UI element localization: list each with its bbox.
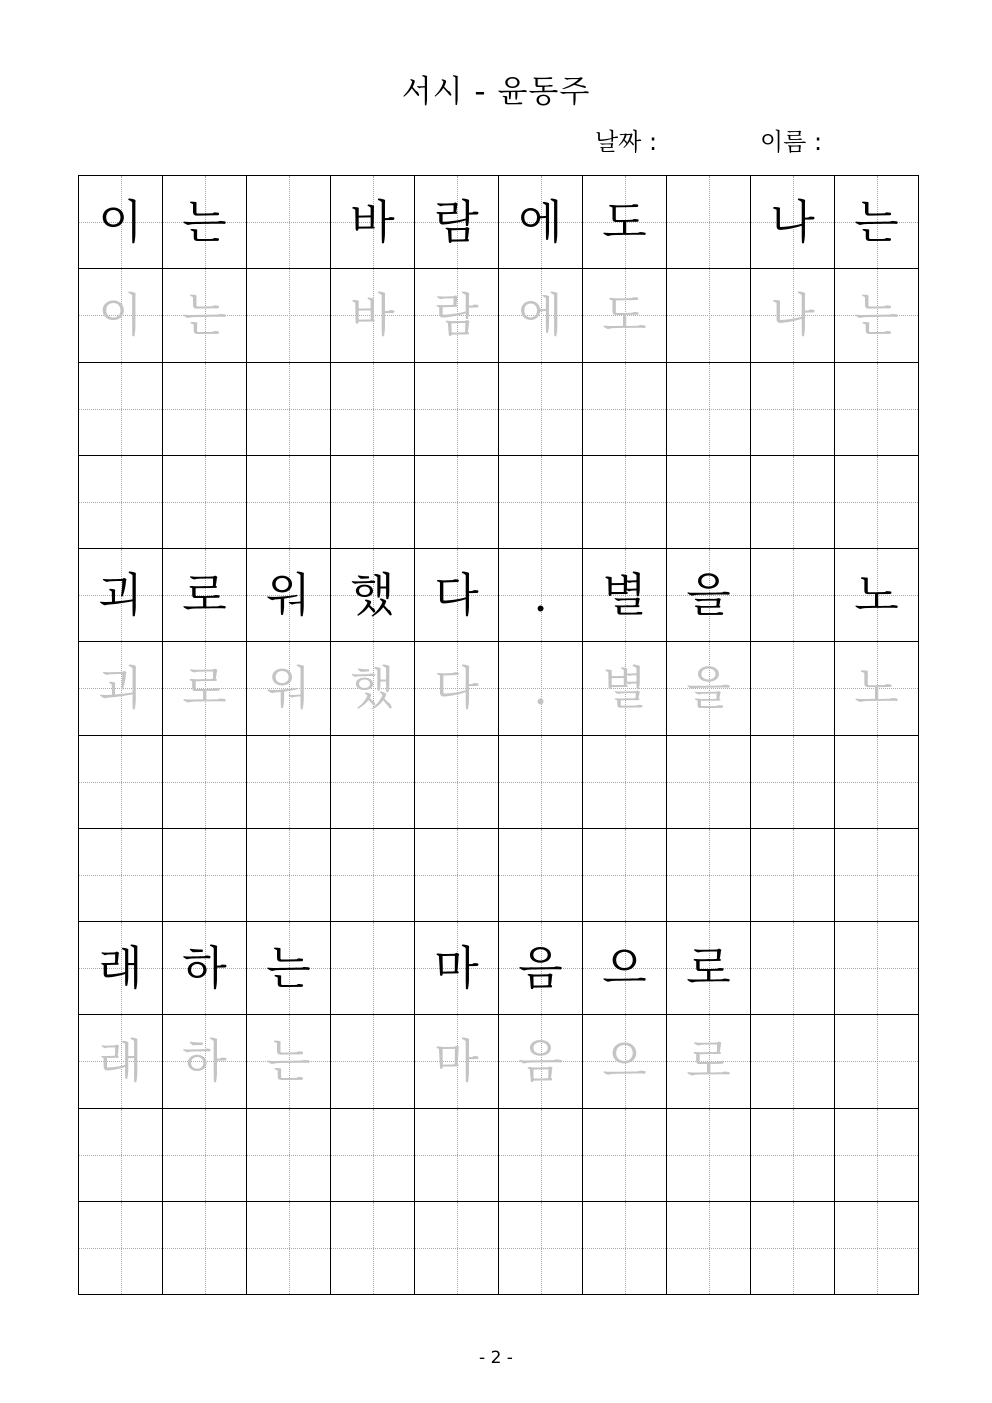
grid-cell[interactable]	[499, 735, 583, 828]
grid-cell[interactable]	[583, 1201, 667, 1294]
grid-cell	[835, 922, 919, 1015]
grid-cell[interactable]	[415, 1201, 499, 1294]
grid-cell[interactable]	[79, 1201, 163, 1294]
grid-cell	[247, 176, 331, 269]
grid-cell	[331, 549, 415, 642]
grid-cell[interactable]	[499, 362, 583, 455]
grid-cell	[835, 1015, 919, 1108]
trace-character: 는	[182, 288, 227, 343]
grid-cell	[331, 642, 415, 735]
grid-cell	[751, 269, 835, 362]
model-character: .	[533, 568, 548, 623]
grid-cell[interactable]	[751, 362, 835, 455]
model-row	[79, 549, 919, 642]
grid-cell[interactable]	[331, 735, 415, 828]
grid-cell	[751, 1015, 835, 1108]
grid-cell[interactable]	[79, 1108, 163, 1201]
grid-cell	[163, 176, 247, 269]
trace-character: 는	[854, 288, 899, 343]
trace-character: 로	[686, 1034, 731, 1089]
grid-cell[interactable]	[835, 1108, 919, 1201]
date-label: 날짜 :	[595, 128, 658, 156]
blank-row	[79, 828, 919, 921]
grid-cell	[751, 642, 835, 735]
grid-cell	[79, 549, 163, 642]
grid-cell[interactable]	[247, 455, 331, 548]
model-character: 별	[602, 568, 647, 623]
grid-cell	[667, 269, 751, 362]
blank-row	[79, 455, 919, 548]
grid-cell	[667, 176, 751, 269]
grid-cell	[331, 1015, 415, 1108]
trace-character: 워	[266, 661, 311, 716]
model-row	[79, 922, 919, 1015]
model-character: 음	[518, 941, 563, 996]
grid-cell[interactable]	[835, 455, 919, 548]
grid-cell[interactable]	[583, 362, 667, 455]
trace-character: 노	[854, 661, 899, 716]
grid-cell	[331, 922, 415, 1015]
grid-cell[interactable]	[331, 1108, 415, 1201]
trace-character: 이	[98, 288, 143, 343]
trace-character: 는	[266, 1034, 311, 1089]
grid-cell	[415, 642, 499, 735]
grid-cell[interactable]	[751, 735, 835, 828]
grid-cell[interactable]	[751, 1201, 835, 1294]
grid-cell	[415, 1015, 499, 1108]
model-character: 다	[434, 568, 479, 623]
grid-cell	[163, 549, 247, 642]
model-character: 했	[350, 568, 395, 623]
trace-character: 괴	[98, 661, 143, 716]
grid-cell	[583, 1015, 667, 1108]
blank-row	[79, 735, 919, 828]
model-character: 괴	[98, 568, 143, 623]
trace-character: 음	[518, 1034, 563, 1089]
practice-grid	[78, 175, 919, 1295]
grid-cell	[499, 922, 583, 1015]
grid-cell[interactable]	[163, 828, 247, 921]
worksheet-title: 서시 - 윤동주	[401, 74, 591, 110]
trace-character: 했	[350, 661, 395, 716]
grid-cell[interactable]	[247, 1108, 331, 1201]
grid-cell	[583, 549, 667, 642]
grid-cell[interactable]	[163, 362, 247, 455]
model-character: 을	[686, 568, 731, 623]
grid-cell[interactable]	[163, 455, 247, 548]
grid-cell[interactable]	[79, 828, 163, 921]
grid-cell[interactable]	[79, 735, 163, 828]
grid-cell	[499, 1015, 583, 1108]
model-character: 마	[434, 941, 479, 996]
blank-row	[79, 1108, 919, 1201]
grid-cell	[163, 922, 247, 1015]
blank-row	[79, 362, 919, 455]
grid-cell[interactable]	[835, 1201, 919, 1294]
grid-cell	[79, 1015, 163, 1108]
trace-character: 로	[182, 661, 227, 716]
trace-row	[79, 1015, 919, 1108]
model-character: 이	[98, 195, 143, 250]
model-character: 도	[602, 195, 647, 250]
model-character: 워	[266, 568, 311, 623]
blank-row	[79, 1201, 919, 1294]
trace-character: 마	[434, 1034, 479, 1089]
page-number: - 2 -	[479, 1348, 513, 1368]
grid-cell	[79, 269, 163, 362]
grid-cell	[499, 269, 583, 362]
grid-cell[interactable]	[247, 735, 331, 828]
grid-cell[interactable]	[751, 455, 835, 548]
trace-character: 하	[182, 1034, 227, 1089]
grid-cell[interactable]	[415, 735, 499, 828]
grid-cell	[163, 642, 247, 735]
grid-cell[interactable]	[583, 828, 667, 921]
grid-cell	[247, 642, 331, 735]
grid-cell	[331, 176, 415, 269]
grid-cell	[667, 549, 751, 642]
grid-cell[interactable]	[667, 455, 751, 548]
grid-cell[interactable]	[79, 362, 163, 455]
grid-cell[interactable]	[331, 362, 415, 455]
grid-cell[interactable]	[835, 362, 919, 455]
model-character: 나	[770, 195, 815, 250]
grid-cell	[499, 642, 583, 735]
grid-cell	[667, 642, 751, 735]
grid-cell[interactable]	[331, 1201, 415, 1294]
trace-character: 별	[602, 661, 647, 716]
grid-cell	[583, 642, 667, 735]
grid-cell[interactable]	[415, 1108, 499, 1201]
grid-cell	[415, 269, 499, 362]
grid-cell[interactable]	[163, 1201, 247, 1294]
grid-cell[interactable]	[499, 1108, 583, 1201]
grid-cell[interactable]	[667, 1201, 751, 1294]
grid-cell[interactable]	[79, 455, 163, 548]
grid-cell	[583, 922, 667, 1015]
grid-cell	[247, 1015, 331, 1108]
grid-cell[interactable]	[667, 1108, 751, 1201]
grid-cell	[499, 549, 583, 642]
grid-cell	[751, 922, 835, 1015]
model-character: 래	[98, 941, 143, 996]
grid-cell	[583, 269, 667, 362]
model-character: 는	[266, 941, 311, 996]
grid-cell	[79, 922, 163, 1015]
trace-character: 에	[518, 288, 563, 343]
trace-character: 으	[602, 1034, 647, 1089]
grid-cell	[835, 269, 919, 362]
grid-cell[interactable]	[163, 735, 247, 828]
grid-cell[interactable]	[415, 455, 499, 548]
grid-cell	[331, 269, 415, 362]
trace-character: 나	[770, 288, 815, 343]
grid-cell	[583, 176, 667, 269]
grid-cell	[247, 922, 331, 1015]
trace-character: 람	[434, 288, 479, 343]
model-character: 으	[602, 941, 647, 996]
grid-cell	[667, 1015, 751, 1108]
grid-cell[interactable]	[499, 455, 583, 548]
model-character: 노	[854, 568, 899, 623]
trace-character: 도	[602, 288, 647, 343]
grid-cell[interactable]	[247, 362, 331, 455]
grid-cell	[415, 549, 499, 642]
grid-cell	[835, 549, 919, 642]
model-character: 는	[854, 195, 899, 250]
trace-row	[79, 269, 919, 362]
grid-cell	[751, 176, 835, 269]
grid-cell[interactable]	[667, 828, 751, 921]
trace-character: 다	[434, 661, 479, 716]
model-character: 에	[518, 195, 563, 250]
grid-cell[interactable]	[583, 455, 667, 548]
trace-character: 바	[350, 288, 395, 343]
name-label: 이름 :	[760, 128, 823, 156]
grid-cell[interactable]	[667, 735, 751, 828]
grid-cell[interactable]	[835, 828, 919, 921]
trace-row	[79, 642, 919, 735]
grid-cell	[415, 176, 499, 269]
grid-cell	[835, 176, 919, 269]
model-character: 로	[182, 568, 227, 623]
grid-cell	[79, 642, 163, 735]
model-row	[79, 176, 919, 269]
grid-cell	[247, 269, 331, 362]
grid-cell[interactable]	[415, 828, 499, 921]
grid-cell	[163, 1015, 247, 1108]
model-character: 로	[686, 941, 731, 996]
grid-cell	[835, 642, 919, 735]
model-character: 바	[350, 195, 395, 250]
grid-cell	[667, 922, 751, 1015]
grid-cell[interactable]	[667, 362, 751, 455]
grid-cell	[751, 549, 835, 642]
grid-cell	[247, 549, 331, 642]
grid-cell	[415, 922, 499, 1015]
grid-cell[interactable]	[583, 735, 667, 828]
grid-cell[interactable]	[751, 828, 835, 921]
model-character: 는	[182, 195, 227, 250]
trace-character: .	[533, 661, 548, 716]
grid-cell	[163, 269, 247, 362]
grid-cell	[499, 176, 583, 269]
grid-cell	[79, 176, 163, 269]
grid-cell[interactable]	[331, 455, 415, 548]
grid-cell[interactable]	[415, 362, 499, 455]
grid-cell[interactable]	[499, 1201, 583, 1294]
grid-cell[interactable]	[247, 828, 331, 921]
grid-cell[interactable]	[583, 1108, 667, 1201]
grid-cell[interactable]	[331, 828, 415, 921]
grid-cell[interactable]	[247, 1201, 331, 1294]
grid-cell[interactable]	[499, 828, 583, 921]
trace-character: 래	[98, 1034, 143, 1089]
model-character: 람	[434, 195, 479, 250]
grid-cell[interactable]	[163, 1108, 247, 1201]
grid-cell[interactable]	[835, 735, 919, 828]
grid-cell[interactable]	[751, 1108, 835, 1201]
trace-character: 을	[686, 661, 731, 716]
model-character: 하	[182, 941, 227, 996]
